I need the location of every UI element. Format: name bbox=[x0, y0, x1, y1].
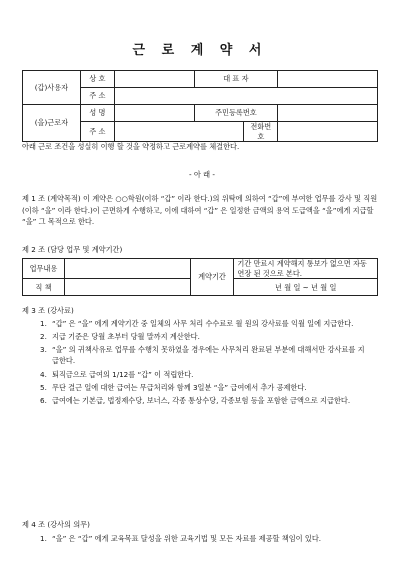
trade-name-cell[interactable] bbox=[114, 71, 194, 88]
article-4-list bbox=[40, 533, 370, 546]
item-number: 4. bbox=[40, 369, 47, 379]
work-cell[interactable] bbox=[64, 259, 190, 279]
item-number: 2. bbox=[40, 332, 47, 342]
trade-name-label: 상 호 bbox=[80, 71, 114, 88]
representative-label: 대 표 자 bbox=[194, 71, 278, 88]
resident-no-cell[interactable] bbox=[278, 105, 378, 122]
representative-cell[interactable] bbox=[278, 71, 378, 88]
list-item bbox=[40, 382, 370, 393]
duty-table bbox=[22, 258, 378, 296]
resident-no-label: 주민등록번호 bbox=[194, 105, 278, 122]
list-item bbox=[40, 331, 370, 342]
list-item bbox=[40, 344, 370, 366]
work-label: 업무내용 bbox=[23, 259, 65, 279]
employer-address-cell[interactable] bbox=[114, 88, 377, 105]
contract-dates[interactable]: 년 월 일 ~ 년 월 일 bbox=[234, 279, 378, 296]
list-item bbox=[40, 395, 370, 406]
item-text: 지급 기준은 당월 초부터 당월 말까지 계산한다. bbox=[52, 332, 200, 342]
item-number: 1. bbox=[40, 319, 47, 328]
item-text: 급여에는 기본급, 법정제수당, 보너스, 각종 통상수당, 각종보험 등을 포함한 금액으로 지급한다. bbox=[52, 395, 351, 405]
employee-address-cell[interactable] bbox=[114, 122, 244, 142]
name-label: 성 명 bbox=[80, 105, 114, 122]
item-number: 1. bbox=[40, 534, 47, 543]
item-text: 퇴직금으로 급여의 1/12를 “갑” 이 적립한다. bbox=[52, 369, 194, 379]
article-3-heading: 제 3 조 (강사료) bbox=[22, 306, 74, 315]
article-2-heading: 제 2 조 (담당 업무 및 계약기간) bbox=[22, 245, 123, 254]
list-item bbox=[40, 533, 370, 544]
period-label: 계약기간 bbox=[190, 259, 234, 296]
employee-address-label: 주 소 bbox=[80, 122, 114, 142]
item-number: 6. bbox=[40, 395, 47, 405]
auto-renew-note: 기간 만료시 계약해지 통보가 없으면 자동 연장 된 것으로 본다. bbox=[234, 259, 378, 279]
item-number: 5. bbox=[40, 382, 47, 392]
position-cell[interactable] bbox=[64, 279, 190, 296]
article-4-heading: 제 4 조 (강사의 의무) bbox=[22, 520, 90, 529]
intro-text: 아래 근로 조건을 성실히 이행 할 것을 약정하고 근로계약를 체결한다. bbox=[22, 142, 240, 151]
phone-cell[interactable] bbox=[278, 122, 378, 142]
employer-address-label: 주 소 bbox=[80, 88, 114, 105]
list-item bbox=[40, 318, 370, 329]
party-table bbox=[22, 70, 378, 142]
item-text: “갑” 은 “을” 에게 계약기간 중 일체의 사무 처리 수수료로 월 원의 강사료를 익월 일에 지급한다. bbox=[52, 319, 354, 328]
item-text: 무단 결근 일에 대한 급여는 무급처리와 함께 3일분 “을” 급여에서 추가 공제한다. bbox=[52, 382, 307, 392]
item-number: 3. bbox=[40, 345, 47, 355]
list-item bbox=[40, 369, 370, 380]
document-title: 근 로 계 약 서 bbox=[132, 43, 268, 58]
position-label: 직 책 bbox=[23, 279, 65, 296]
item-text: “을” 은 “갑” 에게 교육목표 달성을 위한 교육기법 및 모든 자료를 제공할 책임이 있다. bbox=[52, 534, 322, 543]
employer-label: (갑)사용자 bbox=[23, 71, 81, 105]
phone-label: 전화번호 bbox=[244, 122, 278, 142]
employee-label: (을)근로자 bbox=[23, 105, 81, 142]
article-3-list bbox=[40, 318, 370, 408]
name-cell[interactable] bbox=[114, 105, 194, 122]
below-heading: - 아 래 - bbox=[189, 170, 215, 179]
article-1: 제 1 조 (계약목적) 이 계약은 ○○학원(이하 “갑” 이라 한다.)의 위탁에 의하여 “갑”에 부여한 업무를 강사 및 직원(이하 “을” 이라 한다.)이 근면하게 수행하고, 이에 대하여 “갑” 은 일정한 금액의 용역 도급액을 “을”에게 지급할 “을” 그 목적으로 한다. bbox=[22, 194, 378, 227]
item-text: “을” 의 귀책사유로 업무를 수행치 못하였을 경우에는 사무처리 완료된 부분에 대해서만 강사료를 지급한다. bbox=[52, 345, 365, 366]
